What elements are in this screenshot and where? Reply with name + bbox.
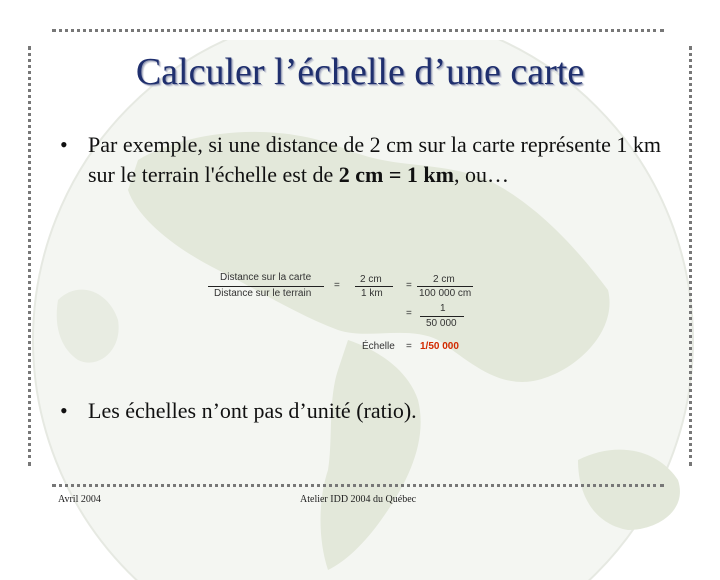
bottom-dotted-rule bbox=[52, 484, 664, 487]
frac2-numerator: 2 cm bbox=[360, 274, 382, 285]
frac3-line bbox=[417, 286, 473, 287]
bullet-1-marker: • bbox=[60, 132, 68, 157]
bullet-2 bbox=[60, 396, 670, 426]
scale-value: 1/50 000 bbox=[420, 341, 459, 352]
bullet-1-text-before: Par exemple, si une distance de 2 cm sur la carte représente 1 km sur le terrain l'échelle est de bbox=[88, 132, 661, 187]
equals-1: = bbox=[334, 280, 340, 291]
bullet-1 bbox=[60, 130, 670, 190]
equals-4: = bbox=[406, 341, 412, 352]
footer-event: Atelier IDD 2004 du Québec bbox=[300, 494, 417, 505]
bullet-1-text bbox=[88, 130, 670, 190]
scale-label: Échelle bbox=[362, 341, 395, 352]
top-dotted-rule bbox=[52, 29, 664, 32]
frac2-line bbox=[355, 286, 393, 287]
footer-date: Avril 2004 bbox=[58, 494, 101, 505]
bullet-1-text-after: , ou… bbox=[453, 162, 509, 187]
right-dotted-rule bbox=[689, 46, 692, 466]
frac4-line bbox=[420, 316, 464, 317]
frac1-numerator: Distance sur la carte bbox=[220, 272, 312, 283]
frac2-denominator: 1 km bbox=[361, 288, 383, 299]
bullet-1-bold-2cm: 2 cm bbox=[338, 162, 384, 187]
bullet-2-marker: • bbox=[60, 398, 68, 423]
frac4-numerator: 1 bbox=[440, 303, 446, 314]
bullet-1-bold-1km: = 1 km bbox=[388, 162, 454, 187]
frac3-numerator: 2 cm bbox=[433, 274, 455, 285]
equals-3: = bbox=[406, 308, 412, 319]
equals-2: = bbox=[406, 280, 412, 291]
bullet-2-text: Les échelles n’ont pas d’unité (ratio). bbox=[88, 398, 417, 423]
frac1-line bbox=[208, 286, 324, 287]
left-dotted-rule bbox=[28, 46, 31, 466]
frac1-denominator: Distance sur le terrain bbox=[214, 288, 312, 299]
slide-title: Calculer l’échelle d’une carte bbox=[135, 51, 585, 93]
frac4-denominator: 50 000 bbox=[426, 318, 457, 329]
frac3-denominator: 100 000 cm bbox=[419, 288, 472, 299]
